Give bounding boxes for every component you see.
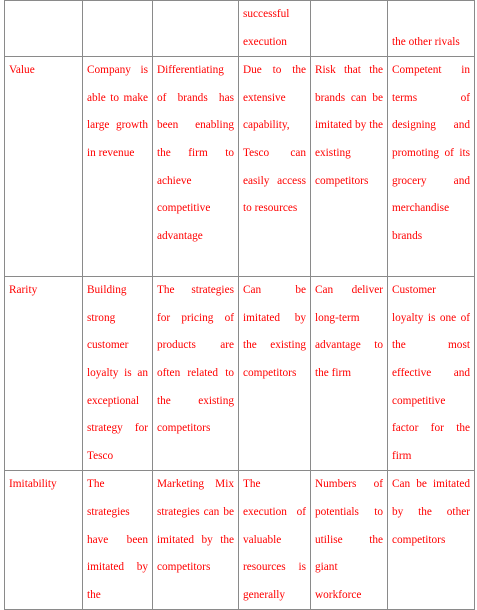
row-header-value: Value xyxy=(5,57,83,277)
table-cell: Differentiating of brands has been enabling the firm to achieve competitive advantage xyxy=(153,57,239,277)
table-cell: Customer loyalty is one of the most effective and competitive factor for the firm xyxy=(388,277,475,471)
table-row-continued xyxy=(5,1,475,57)
table-cell xyxy=(311,1,388,57)
table-row-rarity xyxy=(5,277,475,471)
table-cell: Building strong customer loyalty is an exceptional strategy for Tesco xyxy=(83,277,153,471)
table-cell xyxy=(153,1,239,57)
table-cell: The strategies for pricing of products are often related to the existing competitors xyxy=(153,277,239,471)
table-cell: Can deliver long-term advantage to the firm xyxy=(311,277,388,471)
table-cell: the other rivals xyxy=(388,1,475,57)
table-row-imitability xyxy=(5,471,475,610)
table-cell: successful execution xyxy=(239,1,311,57)
row-header-imitability: Imitability xyxy=(5,471,83,610)
table-cell: Risk that the brands can be imitated by the existing competitors xyxy=(311,57,388,277)
table-cell: Company is able to make large growth in revenue xyxy=(83,57,153,277)
table-cell xyxy=(5,1,83,57)
row-header-rarity: Rarity xyxy=(5,277,83,471)
vrio-analysis-table xyxy=(4,0,475,610)
table-cell: The execution of valuable resources is generally xyxy=(239,471,311,610)
table-cell: The strategies have been imitated by the xyxy=(83,471,153,610)
table-cell: Due to the extensive capability, Tesco can easily access to resources xyxy=(239,57,311,277)
table-cell: Can be imitated by the other competitors xyxy=(388,471,475,610)
table-cell: Can be imitated by the existing competitors xyxy=(239,277,311,471)
table-cell xyxy=(83,1,153,57)
table-cell: Competent in terms of designing and promoting of its grocery and merchandise brands xyxy=(388,57,475,277)
table-cell: Numbers of potentials to utilise the giant workforce xyxy=(311,471,388,610)
table-row-value xyxy=(5,57,475,277)
table-cell: Marketing Mix strategies can be imitated by the competitors xyxy=(153,471,239,610)
